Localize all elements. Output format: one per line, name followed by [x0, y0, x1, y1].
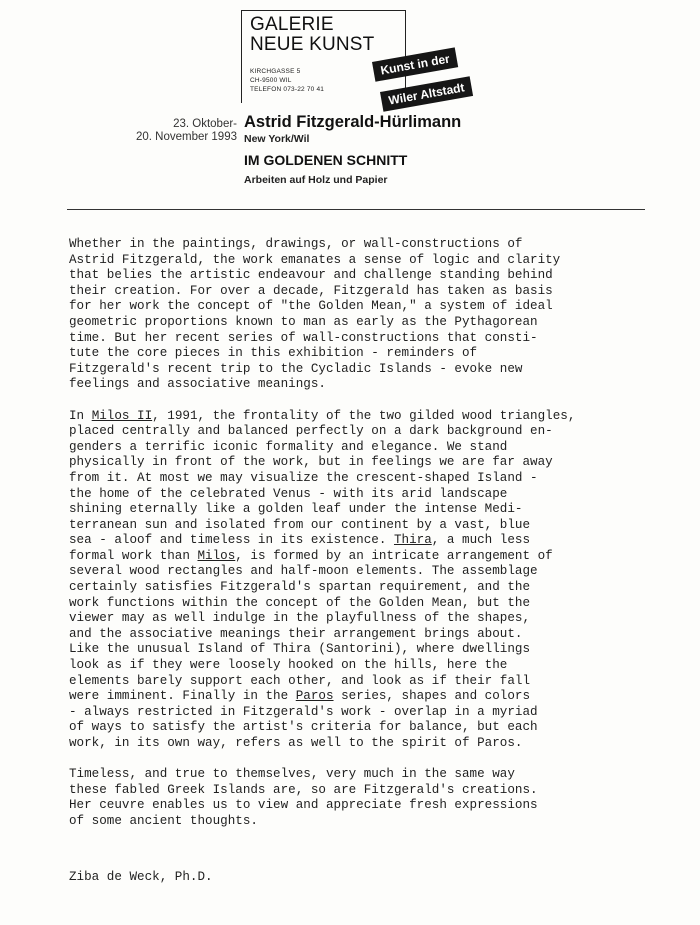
date-start: 23. Oktober-	[173, 118, 237, 130]
exhibition-dates	[110, 118, 237, 144]
gallery-name: GALERIE NEUE KUNST	[250, 14, 375, 55]
artist-name: Astrid Fitzgerald-Hürlimann	[244, 113, 462, 131]
gallery-logo-box	[241, 10, 406, 103]
artwork-title-thira: Thira	[393, 533, 432, 548]
artwork-title-milos: Milos	[197, 548, 236, 563]
gallery-address	[250, 67, 324, 94]
address-city: CH-9500 WIL	[250, 77, 292, 84]
badge-kunst-in-der: Kunst in der	[372, 47, 458, 81]
paragraph-3: Timeless, and true to themselves, very much in the same way these fabled Greek Islands are, so are Fitzgerald's creations. Her ceuvre enables us to view and appreciate fresh expressions of some ancient thoughts.	[69, 767, 538, 828]
author-signature: Ziba de Weck, Ph.D.	[69, 870, 213, 884]
artwork-title-milos-ii: Milos II	[91, 408, 153, 423]
artwork-title-paros: Paros	[295, 689, 334, 704]
header-divider	[67, 209, 645, 210]
artist-location: New York/Wil	[244, 133, 310, 145]
paragraph-2: In Milos II, 1991, the frontality of the two gilded wood triangles, placed centrally and balanced perfectly on a dark background en- genders a terrific iconic formality and elegance. We stand physically in front of the work, but in feelings we are far away from it. At most we may visualize the crescent-shaped Island - the home of the celebrated Venus - with its arid landscape shining eternally like a golden leaf under the intense Medi- terranean sun and isolated from our continent by a vast, blue sea - aloof and timeless in its existence. Thira, a much less formal work than Milos, is formed by an intricate arrangement of several wood rectangles and half-moon elements. The assemblage certainly satisfies Fitzgerald's spartan requirement, and the work functions within the concept of the Golden Mean, but the viewer may as well indulge in the playfullness of the shapes, and the associative meanings their arrangement brings about. Like the unusual Island of Thira (Santorini), where dwellings look as if they were loosely hooked on the hills, here the elements barely support each other, and look as if their fall were imminent. Finally in the Paros series, shapes and colors - always restricted in Fitzgerald's work - overlap in a myriad of ways to satisfy the artist's criteria for balance, but each work, in its own way, refers as well to the spirit of Paros.	[69, 408, 576, 750]
exhibition-subtitle: Arbeiten auf Holz und Papier	[244, 174, 388, 186]
badge-wiler-altstadt: Wiler Altstadt	[380, 76, 473, 111]
paragraph-1: Whether in the paintings, drawings, or wall-constructions of Astrid Fitzgerald, the work emanates a sense of logic and clarity that belies the artistic endeavour and challenge standing behind their creation. For over a decade, Fitzgerald has taken as basis for her work the concept of "the Golden Mean," a system of ideal geometric proportions known to man as early as the Pythagorean time. But her recent series of wall-constructions that consti- tute the core pieces in this exhibition - reminders of Fitzgerald's recent trip to the Cycladic Islands - evoke new feelings and associative meanings.	[69, 237, 561, 392]
exhibition-title: IM GOLDENEN SCHNITT	[244, 152, 408, 168]
address-phone: TELEFON 073-22 70 41	[250, 86, 325, 93]
essay-body	[69, 237, 669, 845]
date-end: 20. November 1993	[135, 131, 237, 143]
address-street: KIRCHGASSE 5	[250, 68, 301, 75]
